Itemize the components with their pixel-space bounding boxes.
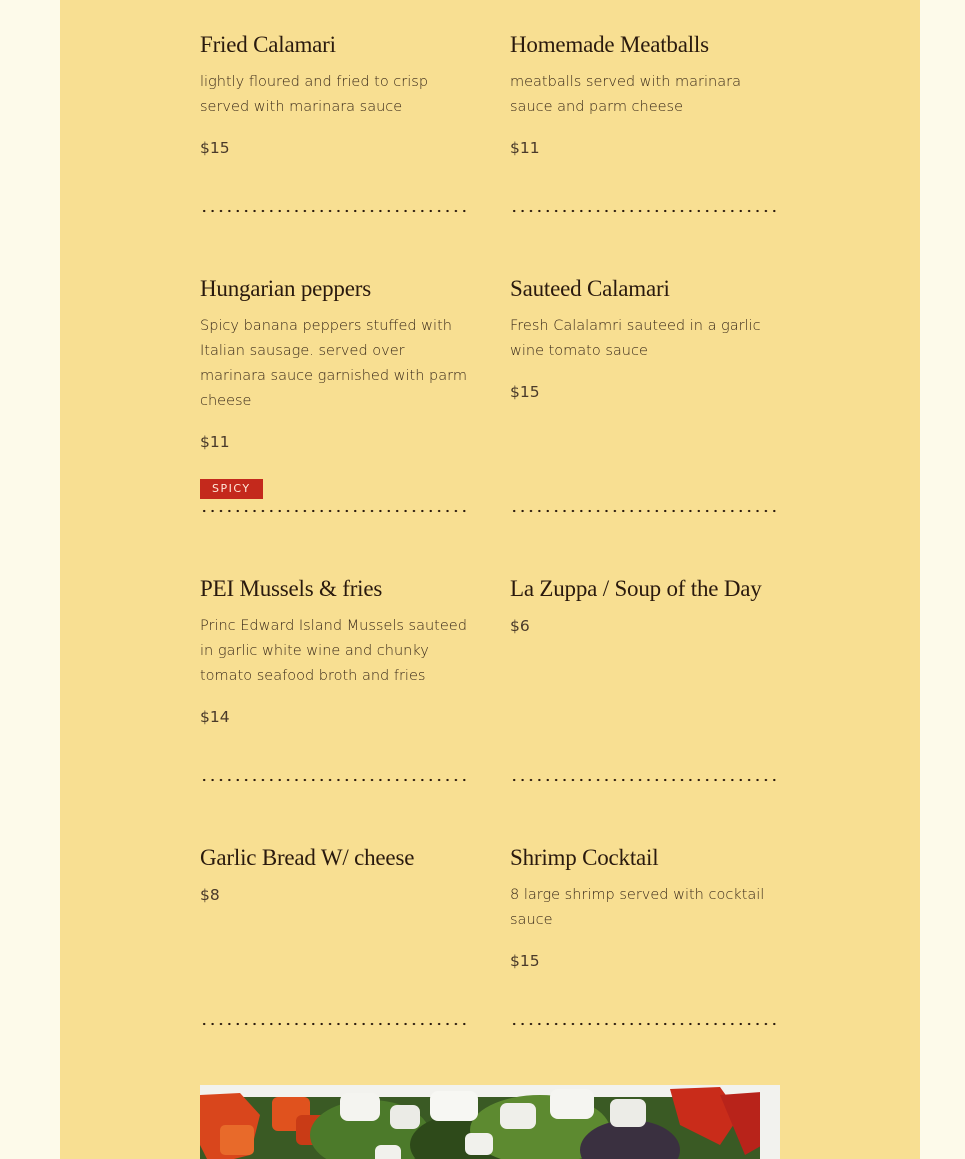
item-price: $14 bbox=[200, 708, 230, 726]
item-price: $6 bbox=[510, 617, 530, 635]
item-price: $15 bbox=[510, 952, 540, 970]
item-name: PEI Mussels & fries bbox=[200, 576, 383, 601]
item-name: La Zuppa / Soup of the Day bbox=[510, 576, 762, 601]
item-description: meatballs served with marinara sauce and parm cheese bbox=[510, 74, 741, 115]
item-price: $15 bbox=[200, 139, 230, 157]
menu-item-soup-of-the-day bbox=[510, 574, 780, 639]
dotted-divider bbox=[200, 777, 470, 783]
item-name: Garlic Bread W/ cheese bbox=[200, 845, 415, 870]
item-price: $8 bbox=[200, 886, 220, 904]
dotted-divider bbox=[200, 1021, 470, 1027]
dotted-divider bbox=[510, 208, 780, 214]
item-price: $11 bbox=[200, 433, 230, 451]
menu-panel bbox=[60, 0, 920, 1159]
dotted-divider bbox=[510, 1021, 780, 1027]
item-name: Homemade Meatballs bbox=[510, 32, 709, 57]
item-description: 8 large shrimp served with cocktail sauce bbox=[510, 887, 765, 928]
item-description: lightly floured and fried to crisp served with marinara sauce bbox=[200, 74, 429, 115]
item-description: Princ Edward Island Mussels sauteed in garlic white wine and chunky tomato seafood broth and fries bbox=[200, 618, 467, 684]
dotted-divider bbox=[510, 508, 780, 514]
menu-item-shrimp-cocktail bbox=[510, 843, 780, 974]
menu-item-sauteed-calamari bbox=[510, 274, 780, 405]
dotted-divider bbox=[510, 777, 780, 783]
spicy-badge: SPICY bbox=[200, 479, 263, 499]
salad-photo bbox=[200, 1085, 780, 1159]
item-description: Spicy banana peppers stuffed with Italian sausage. served over marinara sauce garnished with parm cheese bbox=[200, 318, 467, 409]
dotted-divider bbox=[200, 508, 470, 514]
item-name: Hungarian peppers bbox=[200, 276, 371, 301]
menu-item-garlic-bread bbox=[200, 843, 470, 908]
item-description: Fresh Calalamri sauteed in a garlic wine tomato sauce bbox=[510, 318, 761, 359]
item-name: Sauteed Calamari bbox=[510, 276, 670, 301]
menu-item-pei-mussels bbox=[200, 574, 470, 730]
menu-item-fried-calamari bbox=[200, 30, 470, 161]
item-name: Shrimp Cocktail bbox=[510, 845, 659, 870]
menu-item-hungarian-peppers bbox=[200, 274, 470, 499]
dotted-divider bbox=[200, 208, 470, 214]
item-price: $11 bbox=[510, 139, 540, 157]
item-name: Fried Calamari bbox=[200, 32, 336, 57]
menu-item-homemade-meatballs bbox=[510, 30, 780, 161]
item-price: $15 bbox=[510, 383, 540, 401]
